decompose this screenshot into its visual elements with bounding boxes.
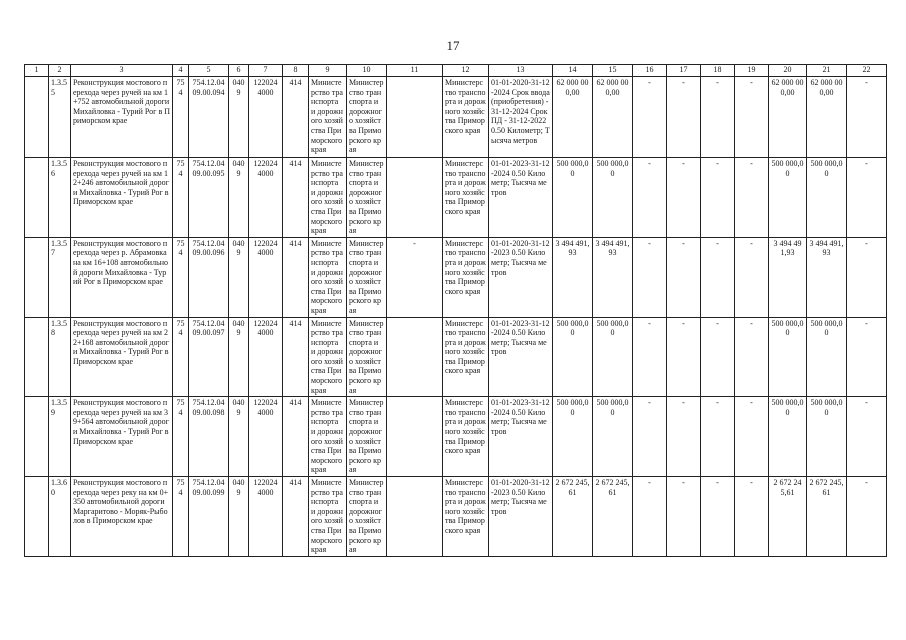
column-header: 3 xyxy=(71,65,173,77)
cell-dash: - xyxy=(633,317,667,397)
column-header: 12 xyxy=(443,65,489,77)
column-header: 15 xyxy=(593,65,633,77)
column-header: 4 xyxy=(173,65,189,77)
column-header: 16 xyxy=(633,65,667,77)
cell-expense-type: 414 xyxy=(283,317,309,397)
cell-dash: - xyxy=(847,477,887,557)
cell-dash: - xyxy=(735,477,769,557)
cell-customer: Министерство транспорта и дорожного хозяйства Приморского края xyxy=(347,317,387,397)
cell-dash: - xyxy=(735,237,769,317)
cell-object-name: Реконструкция мостового перехода через р. Абрамовка на км 16+108 автомобильной дороги Михайловка - Турий Рог в Приморском крае xyxy=(71,237,173,317)
cell-dash: - xyxy=(633,477,667,557)
cell-dash: - xyxy=(667,237,701,317)
cell-amount-year: 62 000 000,00 xyxy=(769,77,807,158)
cell-dash: - xyxy=(701,477,735,557)
cell-developer: Министерство транспорта и дорожного хозяйства Приморского края xyxy=(443,397,489,477)
column-header: 7 xyxy=(249,65,283,77)
cell-glava: 754 xyxy=(173,77,189,158)
cell-number: 1.3.56 xyxy=(49,158,71,238)
page-number: 17 xyxy=(446,38,460,53)
cell-index xyxy=(25,317,49,397)
cell-amount-year: 500 000,00 xyxy=(769,158,807,238)
cell-amount-budget: 500 000,00 xyxy=(593,158,633,238)
column-header: 1 xyxy=(25,65,49,77)
cell-code: 754.12.04 09.00.099 xyxy=(189,477,229,557)
table-row xyxy=(25,397,887,477)
cell-section: 0409 xyxy=(229,237,249,317)
table-row xyxy=(25,77,887,158)
cell-object-name: Реконструкция мостового перехода через ручей на км 39+564 автомобильной дороги Михайловка - Турий Рог в Приморском крае xyxy=(71,397,173,477)
cell-amount-year: 3 494 491,93 xyxy=(769,237,807,317)
cell-amount-budget: 500 000,00 xyxy=(593,317,633,397)
cell-dash: - xyxy=(735,158,769,238)
cell-ministry: Министерство транспорта и дорожного хозяйства Приморского края xyxy=(309,158,347,238)
cell-index xyxy=(25,397,49,477)
cell-empty: - xyxy=(387,237,443,317)
cell-dash: - xyxy=(847,158,887,238)
column-header: 8 xyxy=(283,65,309,77)
cell-amount-year: 500 000,00 xyxy=(769,397,807,477)
column-header: 9 xyxy=(309,65,347,77)
cell-developer: Министерство транспорта и дорожного хозяйства Приморского края xyxy=(443,477,489,557)
cell-ministry: Министерство транспорта и дорожного хозяйства Приморского края xyxy=(309,77,347,158)
cell-target-article: 122024 4000 xyxy=(249,237,283,317)
cell-customer: Министерство транспорта и дорожного хозяйства Приморского края xyxy=(347,158,387,238)
cell-number: 1.3.60 xyxy=(49,477,71,557)
cell-customer: Министерство транспорта и дорожного хозяйства Приморского края xyxy=(347,397,387,477)
cell-dash: - xyxy=(701,158,735,238)
cell-dash: - xyxy=(667,77,701,158)
column-header: 10 xyxy=(347,65,387,77)
cell-expense-type: 414 xyxy=(283,477,309,557)
cell-object-name: Реконструкция мостового перехода через ручей на км 22+168 автомобильной дороги Михайловка - Турий Рог в Приморском крае xyxy=(71,317,173,397)
cell-customer: Министерство транспорта и дорожного хозяйства Приморского края xyxy=(347,477,387,557)
table-row xyxy=(25,158,887,238)
table-row xyxy=(25,237,887,317)
cell-glava: 754 xyxy=(173,317,189,397)
cell-amount-budget: 500 000,00 xyxy=(593,397,633,477)
cell-amount-year: 2 672 245,61 xyxy=(769,477,807,557)
cell-dash: - xyxy=(667,477,701,557)
cell-section: 0409 xyxy=(229,158,249,238)
cell-code: 754.12.04 09.00.096 xyxy=(189,237,229,317)
cell-empty xyxy=(387,317,443,397)
cell-object-name: Реконструкция мостового перехода через ручей на км 12+246 автомобильной дороги Михайловка - Турий Рог в Приморском крае xyxy=(71,158,173,238)
register-table xyxy=(24,64,887,557)
cell-amount-year-budget: 500 000,00 xyxy=(807,397,847,477)
cell-terms: 01-01-2020-31-12-2023 0.50 Километр; Тысяча метров xyxy=(489,477,553,557)
column-header: 5 xyxy=(189,65,229,77)
cell-number: 1.3.55 xyxy=(49,77,71,158)
cell-glava: 754 xyxy=(173,237,189,317)
column-header: 17 xyxy=(667,65,701,77)
cell-amount-budget: 2 672 245,61 xyxy=(593,477,633,557)
cell-code: 754.12.04 09.00.095 xyxy=(189,158,229,238)
cell-code: 754.12.04 09.00.097 xyxy=(189,317,229,397)
cell-section: 0409 xyxy=(229,77,249,158)
header-row xyxy=(25,65,887,77)
cell-dash: - xyxy=(701,317,735,397)
cell-index xyxy=(25,237,49,317)
cell-target-article: 122024 4000 xyxy=(249,477,283,557)
cell-terms: 01-01-2020-31-12-2023 0.50 Километр; Тысяча метров xyxy=(489,237,553,317)
cell-section: 0409 xyxy=(229,397,249,477)
cell-object-name: Реконструкция мостового перехода через реку на км 0+350 автомобильной дороги Маргаритово - Моряк-Рыболов в Приморском крае xyxy=(71,477,173,557)
cell-number: 1.3.59 xyxy=(49,397,71,477)
cell-dash: - xyxy=(633,397,667,477)
cell-empty xyxy=(387,397,443,477)
cell-expense-type: 414 xyxy=(283,158,309,238)
column-header: 18 xyxy=(701,65,735,77)
column-header: 14 xyxy=(553,65,593,77)
column-header: 2 xyxy=(49,65,71,77)
cell-amount-total: 500 000,00 xyxy=(553,317,593,397)
cell-amount-total: 62 000 000,00 xyxy=(553,77,593,158)
cell-target-article: 122024 4000 xyxy=(249,397,283,477)
cell-dash: - xyxy=(847,77,887,158)
cell-dash: - xyxy=(735,77,769,158)
cell-amount-budget: 3 494 491,93 xyxy=(593,237,633,317)
cell-code: 754.12.04 09.00.094 xyxy=(189,77,229,158)
cell-expense-type: 414 xyxy=(283,77,309,158)
column-header: 19 xyxy=(735,65,769,77)
cell-amount-year-budget: 62 000 000,00 xyxy=(807,77,847,158)
table-row xyxy=(25,317,887,397)
cell-amount-year: 500 000,00 xyxy=(769,317,807,397)
cell-dash: - xyxy=(847,317,887,397)
cell-target-article: 122024 4000 xyxy=(249,158,283,238)
cell-amount-budget: 62 000 000,00 xyxy=(593,77,633,158)
table-row xyxy=(25,477,887,557)
cell-target-article: 122024 4000 xyxy=(249,77,283,158)
cell-developer: Министерство транспорта и дорожного хозяйства Приморского края xyxy=(443,237,489,317)
cell-amount-total: 3 494 491,93 xyxy=(553,237,593,317)
cell-amount-total: 500 000,00 xyxy=(553,158,593,238)
cell-code: 754.12.04 09.00.098 xyxy=(189,397,229,477)
cell-dash: - xyxy=(667,317,701,397)
column-header: 6 xyxy=(229,65,249,77)
cell-terms: 01-01-2020-31-12-2024 Срок ввода (приобретения) -31-12-2024 Срок ПД - 31-12-2022 0.50 Километр; Тысяча метров xyxy=(489,77,553,158)
cell-expense-type: 414 xyxy=(283,237,309,317)
cell-dash: - xyxy=(667,397,701,477)
cell-dash: - xyxy=(633,77,667,158)
cell-customer: Министерство транспорта и дорожного хозяйства Приморского края xyxy=(347,77,387,158)
cell-terms: 01-01-2023-31-12-2024 0.50 Километр; Тысяча метров xyxy=(489,158,553,238)
cell-dash: - xyxy=(667,158,701,238)
cell-amount-year-budget: 2 672 245,61 xyxy=(807,477,847,557)
cell-ministry: Министерство транспорта и дорожного хозяйства Приморского края xyxy=(309,317,347,397)
cell-dash: - xyxy=(735,397,769,477)
cell-object-name: Реконструкция мостового перехода через ручей на км 1+752 автомобильной дороги Михайловка - Турий Рог в Приморском крае xyxy=(71,77,173,158)
cell-amount-year-budget: 500 000,00 xyxy=(807,158,847,238)
cell-amount-year-budget: 3 494 491,93 xyxy=(807,237,847,317)
cell-ministry: Министерство транспорта и дорожного хозяйства Приморского края xyxy=(309,237,347,317)
cell-amount-total: 500 000,00 xyxy=(553,397,593,477)
column-header: 21 xyxy=(807,65,847,77)
cell-empty xyxy=(387,158,443,238)
cell-developer: Министерство транспорта и дорожного хозяйства Приморского края xyxy=(443,77,489,158)
column-header: 13 xyxy=(489,65,553,77)
cell-amount-total: 2 672 245,61 xyxy=(553,477,593,557)
cell-amount-year-budget: 500 000,00 xyxy=(807,317,847,397)
cell-target-article: 122024 4000 xyxy=(249,317,283,397)
cell-dash: - xyxy=(701,397,735,477)
cell-dash: - xyxy=(633,237,667,317)
column-header: 11 xyxy=(387,65,443,77)
cell-section: 0409 xyxy=(229,477,249,557)
cell-terms: 01-01-2023-31-12-2024 0.50 Километр; Тысяча метров xyxy=(489,317,553,397)
cell-number: 1.3.58 xyxy=(49,317,71,397)
cell-glava: 754 xyxy=(173,158,189,238)
cell-ministry: Министерство транспорта и дорожного хозяйства Приморского края xyxy=(309,477,347,557)
cell-dash: - xyxy=(633,158,667,238)
cell-developer: Министерство транспорта и дорожного хозяйства Приморского края xyxy=(443,317,489,397)
cell-glava: 754 xyxy=(173,397,189,477)
cell-dash: - xyxy=(847,397,887,477)
cell-customer: Министерство транспорта и дорожного хозяйства Приморского края xyxy=(347,237,387,317)
cell-dash: - xyxy=(735,317,769,397)
cell-index xyxy=(25,77,49,158)
cell-terms: 01-01-2023-31-12-2024 0.50 Километр; Тысяча метров xyxy=(489,397,553,477)
cell-empty xyxy=(387,477,443,557)
cell-number: 1.3.57 xyxy=(49,237,71,317)
cell-expense-type: 414 xyxy=(283,397,309,477)
column-header: 20 xyxy=(769,65,807,77)
cell-dash: - xyxy=(701,77,735,158)
cell-developer: Министерство транспорта и дорожного хозяйства Приморского края xyxy=(443,158,489,238)
cell-empty xyxy=(387,77,443,158)
cell-ministry: Министерство транспорта и дорожного хозяйства Приморского края xyxy=(309,397,347,477)
cell-index xyxy=(25,158,49,238)
column-header: 22 xyxy=(847,65,887,77)
cell-glava: 754 xyxy=(173,477,189,557)
cell-dash: - xyxy=(701,237,735,317)
cell-section: 0409 xyxy=(229,317,249,397)
cell-index xyxy=(25,477,49,557)
cell-dash: - xyxy=(847,237,887,317)
